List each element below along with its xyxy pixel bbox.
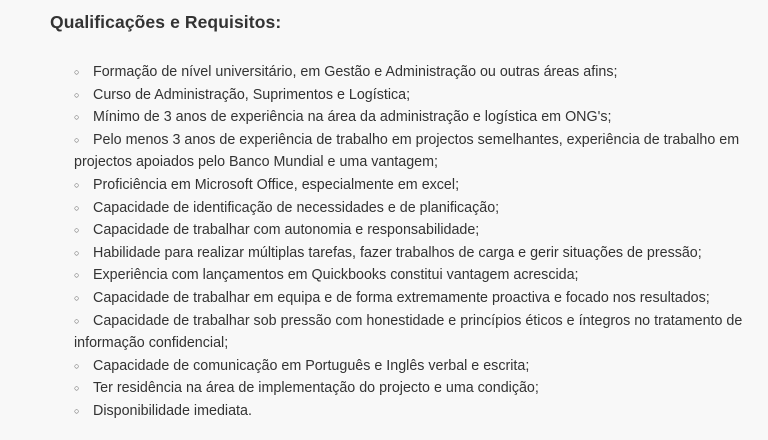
list-item-text: Capacidade de trabalhar com autonomia e responsabilidade;: [93, 222, 480, 239]
circle-bullet-icon: ○: [74, 89, 80, 100]
circle-bullet-icon: ○: [74, 179, 80, 190]
list-item: [74, 61, 762, 84]
list-item: [74, 84, 762, 107]
list-item-text: Proficiência em Microsoft Office, especialmente em excel;: [93, 176, 460, 193]
list-item: [74, 287, 762, 310]
circle-bullet-icon: ○: [74, 292, 80, 303]
circle-bullet-icon: ○: [74, 270, 80, 281]
circle-bullet-icon: ○: [74, 202, 80, 213]
requirements-list: [74, 61, 762, 423]
list-item: [74, 377, 762, 400]
circle-bullet-icon: ○: [74, 225, 80, 236]
list-item-text: Capacidade de trabalhar em equipa e de forma extremamente proactiva e focado nos resultados;: [93, 289, 710, 306]
circle-bullet-icon: ○: [74, 315, 80, 326]
list-item-text: Capacidade de identificação de necessidades e de planificação;: [93, 199, 500, 216]
section-heading: Qualificações e Requisitos:: [50, 12, 282, 32]
list-item-text: Pelo menos 3 anos de experiência de trabalho em projectos semelhantes, experiência de trabalho em projectos apoiados pelo Banco Mundial e uma vantagem;: [74, 131, 740, 171]
list-item: [74, 264, 762, 287]
list-item: [74, 129, 762, 174]
circle-bullet-icon: ○: [74, 112, 80, 123]
list-item: [74, 106, 762, 129]
list-item: [74, 400, 762, 423]
list-item-text: Experiência com lançamentos em Quickbooks constitui vantagem acrescida;: [93, 267, 579, 284]
list-item-text: Curso de Administração, Suprimentos e Logística;: [93, 86, 411, 103]
circle-bullet-icon: ○: [74, 405, 80, 416]
list-item-text: Ter residência na área de implementação do projecto e uma condição;: [93, 380, 539, 397]
circle-bullet-icon: ○: [74, 383, 80, 394]
circle-bullet-icon: ○: [74, 247, 80, 258]
list-item-text: Disponibilidade imediata.: [93, 402, 252, 419]
list-item: [74, 355, 762, 378]
list-item: [74, 310, 762, 355]
circle-bullet-icon: ○: [74, 67, 80, 77]
list-item-text: Formação de nível universitário, em Gestão e Administração ou outras áreas afins;: [93, 64, 618, 80]
list-item: [74, 197, 762, 220]
circle-bullet-icon: ○: [74, 360, 80, 371]
list-item: [74, 219, 762, 242]
circle-bullet-icon: ○: [74, 134, 80, 145]
list-item-text: Mínimo de 3 anos de experiência na área da administração e logística em ONG's;: [93, 109, 612, 126]
list-item: [74, 242, 762, 265]
list-item-text: Capacidade de trabalhar sob pressão com honestidade e princípios éticos e íntegros no tratamento de informação confidencial;: [74, 312, 743, 352]
list-item-text: Capacidade de comunicação em Português e Inglês verbal e escrita;: [93, 357, 530, 374]
list-item: [74, 174, 762, 197]
list-item-text: Habilidade para realizar múltiplas tarefas, fazer trabalhos de carga e gerir situações de pressão;: [93, 244, 702, 261]
